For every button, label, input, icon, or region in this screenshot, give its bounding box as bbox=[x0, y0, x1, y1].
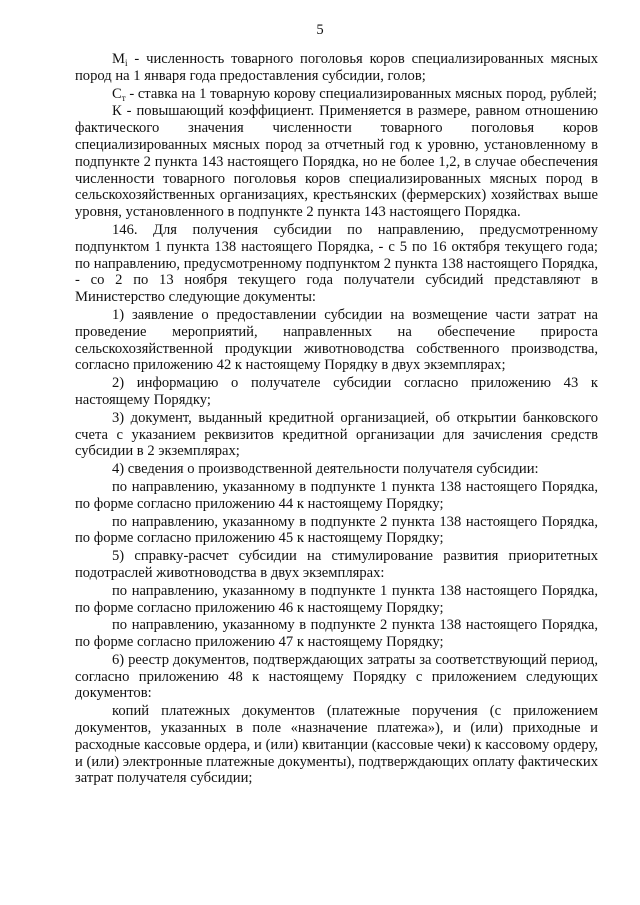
list-item-6-sub-1: копий платежных документов (платежные поручения (с приложением документов, указанных в поле «назначение платежа»), и (или) приходные и расходные кассовые ордера, и (или) квитанции (кассовые чеки) к кассовому ордеру, и (или) электронные платежные документы), подтверждающих оплату фактических затрат получателя субсидии; bbox=[75, 703, 598, 787]
symbol-m: M bbox=[112, 51, 125, 67]
paragraph-mi-definition bbox=[75, 51, 598, 85]
subscript-i: i bbox=[124, 58, 128, 68]
list-item-4-sub-2: по направлению, указанному в подпункте 2 пункта 138 настоящего Порядка, по форме согласно приложению 45 к настоящему Порядку; bbox=[75, 513, 598, 547]
list-item-1: 1) заявление о предоставлении субсидии на возмещение части затрат на проведение мероприятий, направленных на обеспечение прироста сельскохозяйственной продукции животноводства собственного производства, согласно приложению 42 к настоящему Порядку в двух экземплярах; bbox=[75, 306, 598, 374]
definition-text: - численность товарного поголовья коров специализированных мясных пород на 1 января года предоставления субсидии, голов; bbox=[75, 51, 598, 84]
list-item-2: 2) информацию о получателе субсидии согласно приложению 43 к настоящему Порядку; bbox=[75, 375, 598, 408]
list-item-5-sub-1: по направлению, указанному в подпункте 1 пункта 138 настоящего Порядка, по форме согласно приложению 46 к настоящему Порядку; bbox=[75, 582, 598, 616]
list-item-4: 4) сведения о производственной деятельности получателя субсидии: bbox=[112, 461, 539, 478]
subscript-t: т bbox=[121, 92, 126, 103]
list-item-3: 3) документ, выданный кредитной организацией, об открытии банковского счета с указанием реквизитов кредитной организации для зачисления средств субсидии в 2 экземплярах; bbox=[75, 409, 598, 460]
list-item-5: 5) справку-расчет субсидии на стимулирование развития приоритетных подотраслей животноводства в двух экземплярах: bbox=[75, 548, 598, 581]
page-number: 5 bbox=[316, 22, 324, 38]
list-item-5-sub-2: по направлению, указанному в подпункте 2 пункта 138 настоящего Порядка, по форме согласно приложению 47 к настоящему Порядку; bbox=[75, 617, 598, 651]
paragraph-146: 146. Для получения субсидии по направлению, предусмотренному подпунктом 1 пункта 138 настоящего Порядка, - с 5 по 16 октября текущего года; по направлению, предусмотренному подпунктом 2 пункта 138 настоящего Порядка, - со 2 по 13 ноября текущего года получатели субсидий представляют в Министерство следующие документы: bbox=[75, 221, 599, 306]
list-item-4-sub-1: по направлению, указанному в подпункте 1 пункта 138 настоящего Порядка, по форме согласно приложению 44 к настоящему Порядку; bbox=[75, 478, 598, 512]
paragraph-ct-definition bbox=[75, 86, 598, 103]
list-item-6: 6) реестр документов, подтверждающих затраты за соответствующий период, согласно приложению 48 к настоящему Порядку с приложением следующих документов: bbox=[75, 651, 598, 702]
paragraph-k-coefficient: К - повышающий коэффициент. Применяется в размере, равном отношению фактического значения численности товарного поголовья коров специализированных мясных пород за отчетный год к уровню, установленному в подпункте 2 пункта 143 настоящего Порядка, но не более 1,2, в случае обеспечения численности товарного поголовья коров специализированных мясных пород в сельскохозяйственных организациях, крестьянских (фермерских) хозяйствах выше уровня, установленного в подпункте 2 пункта 143 настоящего Порядка. bbox=[75, 103, 598, 221]
document-body bbox=[75, 51, 598, 788]
symbol-c: С bbox=[112, 85, 122, 102]
definition-text: - ставка на 1 товарную корову специализированных мясных пород, рублей; bbox=[125, 85, 597, 102]
